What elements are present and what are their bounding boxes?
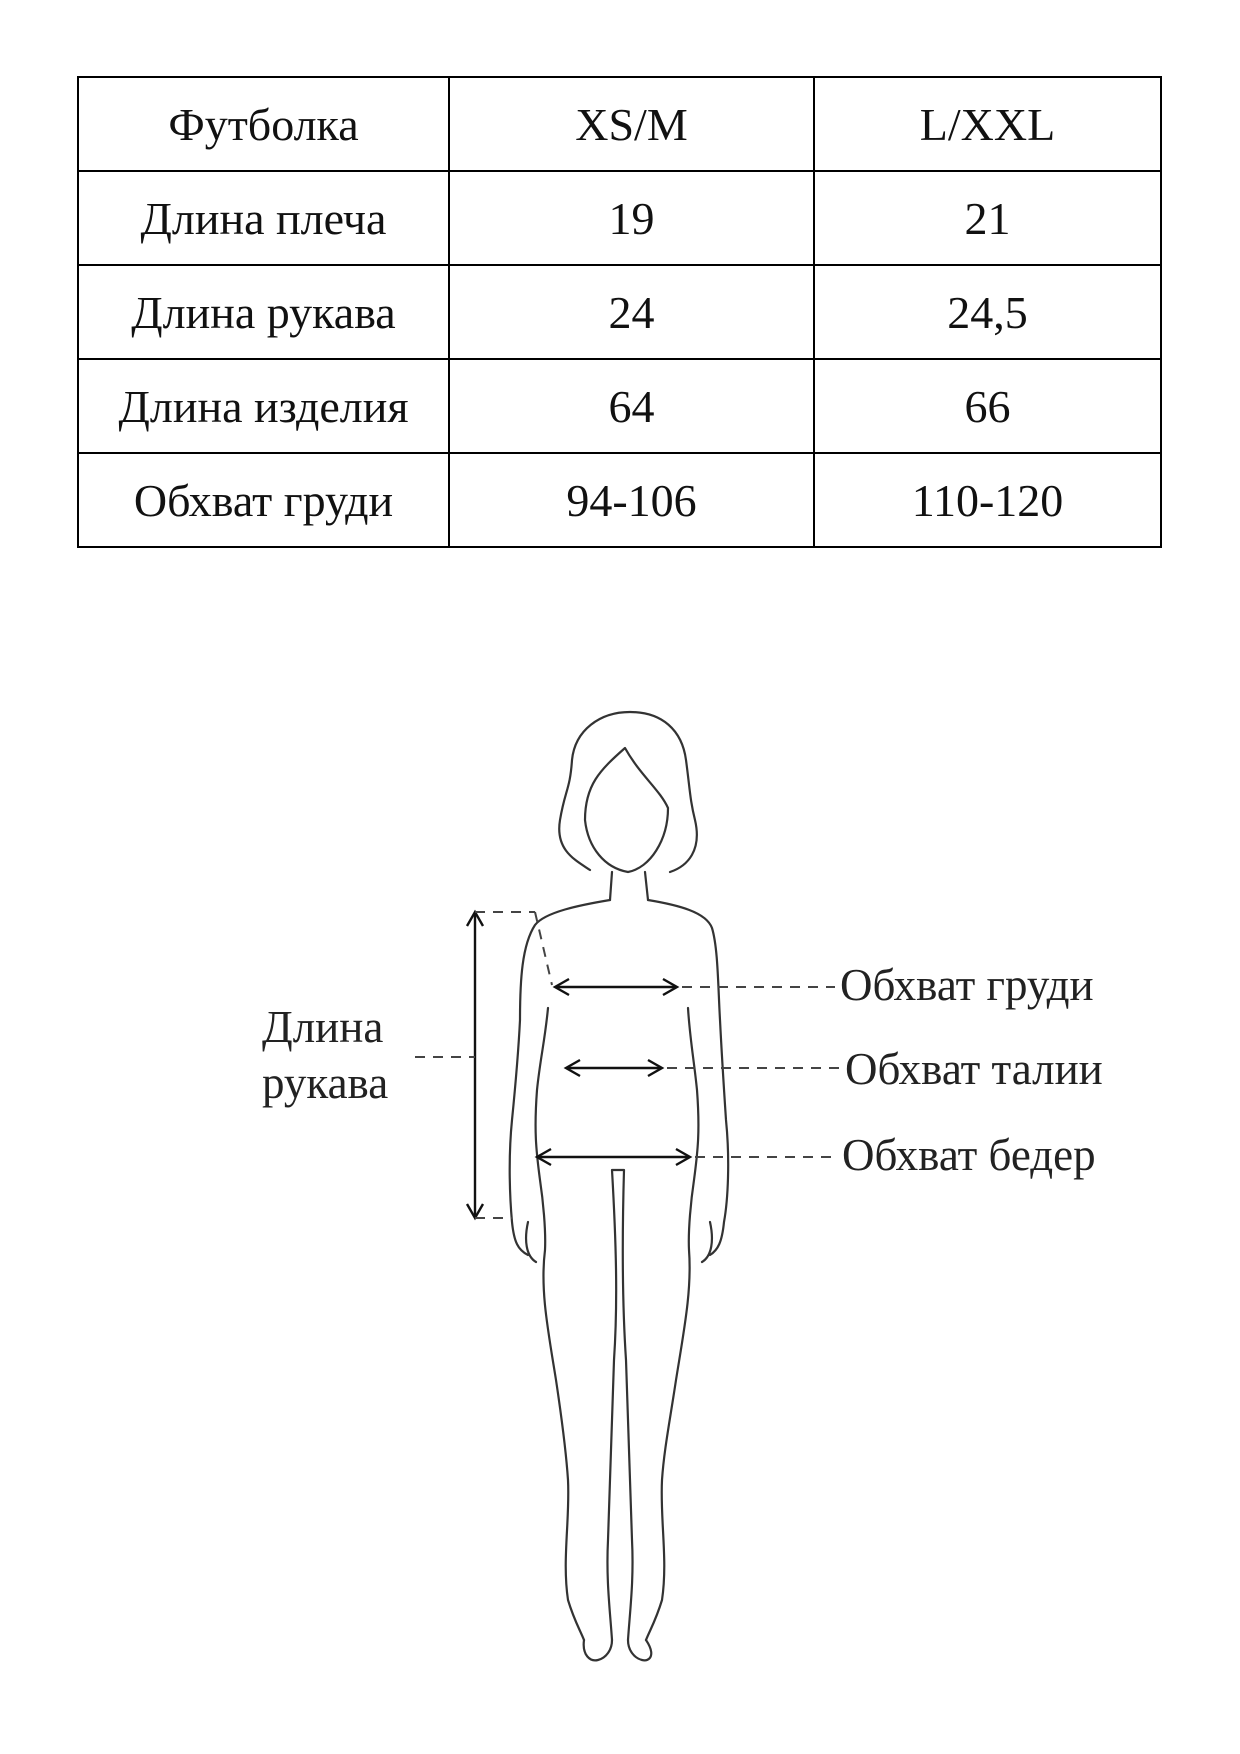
- neck-outline: [610, 872, 648, 900]
- row-label: Обхват груди: [78, 453, 449, 547]
- chest-label: Обхват груди: [840, 960, 1094, 1010]
- table-cell: 24,5: [814, 265, 1161, 359]
- table-cell: 21: [814, 171, 1161, 265]
- table-cell: 24: [449, 265, 814, 359]
- hands-outline: [526, 1222, 712, 1262]
- body-left-outline: [510, 900, 610, 1640]
- sleeve-label-line1: Длина: [262, 1002, 384, 1052]
- table-cell: 66: [814, 359, 1161, 453]
- hair-outline: [559, 712, 697, 872]
- header-cell-size-xs-m: XS/M: [449, 77, 814, 171]
- waist-label: Обхват талии: [845, 1044, 1103, 1094]
- hips-label: Обхват бедер: [842, 1130, 1096, 1180]
- row-label: Длина изделия: [78, 359, 449, 453]
- feet-outline: [584, 1640, 652, 1660]
- legs-inner-outline: [607, 1170, 632, 1640]
- body-right-outline: [646, 900, 728, 1640]
- header-cell-size-l-xxl: L/XXL: [814, 77, 1161, 171]
- table-cell: 110-120: [814, 453, 1161, 547]
- face-outline: [585, 748, 668, 872]
- table-cell: 64: [449, 359, 814, 453]
- header-cell-garment: Футболка: [78, 77, 449, 171]
- row-label: Длина плеча: [78, 171, 449, 265]
- sleeve-label-line2: рукава: [262, 1058, 389, 1108]
- table-cell: 94-106: [449, 453, 814, 547]
- row-label: Длина рукава: [78, 265, 449, 359]
- table-cell: 19: [449, 171, 814, 265]
